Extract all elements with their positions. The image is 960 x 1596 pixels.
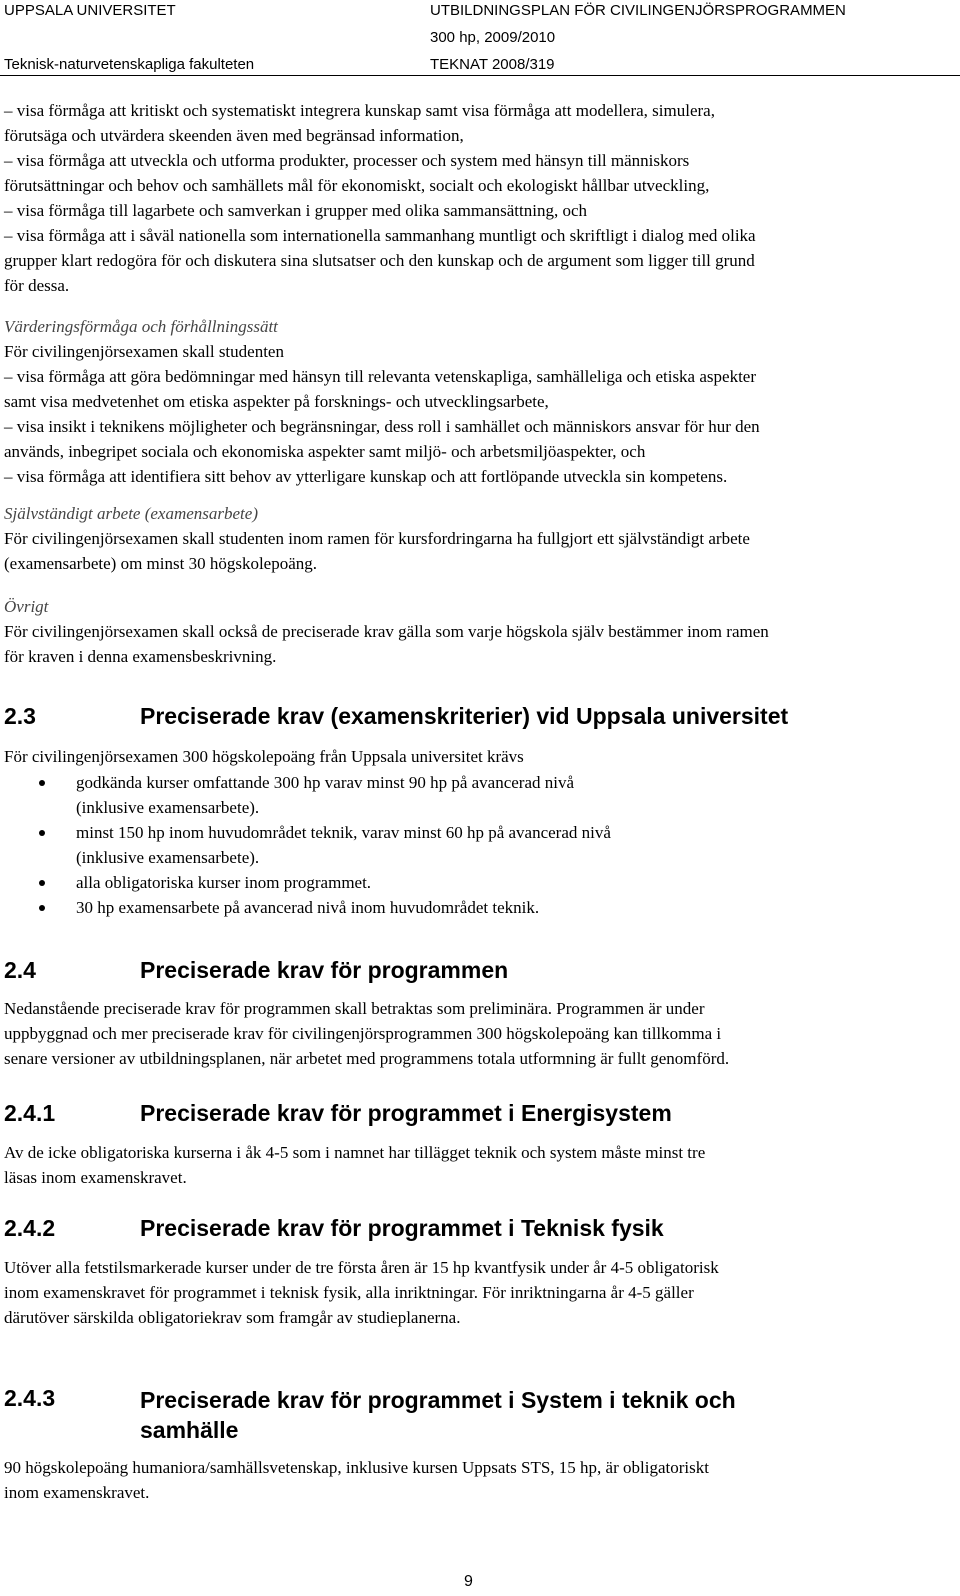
title-line: Preciserade krav för programmet i System i teknik och [140,1387,736,1413]
section-2-4-3-heading [4,1385,736,1445]
section-2-4-2-paragraph [4,1255,954,1330]
requirements-list [4,770,954,920]
text-line: läsas inom examenskravet. [4,1168,187,1187]
thesis-label: Självständigt arbete (examensarbete) [4,504,258,523]
text-line: – visa förmåga att i såväl nationella som internationella sammanhang muntligt och skriftligt i dialog med olika [4,226,756,245]
bullet-icon [39,780,45,786]
section-number: 2.4.3 [4,1385,56,1411]
list-item-text: (inklusive examensarbete). [76,798,260,817]
text-line: därutöver särskilda obligatoriekrav som framgår av studieplanerna. [4,1308,461,1327]
text-line: Utöver alla fetstilsmarkerade kurser under de tre första åren är 15 hp kvantfysik under år 4-5 obligatorisk [4,1258,719,1277]
text-line: För civilingenjörsexamen skall också de preciserade krav gälla som varje högskola själv bestämmer inom ramen [4,622,769,641]
text-line: senare versioner av utbildningsplanen, när arbetet med programmens totala utformning är fullt genomförd. [4,1049,730,1068]
text-line: 90 högskolepoäng humaniora/samhällsvetenskap, inklusive kursen Uppsats STS, 15 hp, är obligatoriskt [4,1458,709,1477]
bullet-icon [39,830,45,836]
intro-paragraph [4,98,954,298]
credits-year: 300 hp, 2009/2010 [430,29,556,46]
section-title: Preciserade krav för programmet i Teknisk fysik [140,1215,664,1241]
text-line: samt visa medvetenhet om etiska aspekter på forsknings- och utvecklingsarbete, [4,392,549,411]
text-line: grupper klart redogöra för och diskutera sina slutsatser och den kunskap och de argument som ligger till grund [4,251,755,270]
section-2-4-heading [4,957,508,984]
text-line: Nedanstående preciserade krav för programmen skall betraktas som preliminära. Programmen är under [4,999,705,1018]
list-item-text: 30 hp examensarbete på avancerad nivå inom huvudområdet teknik. [76,898,540,917]
text-line: – visa förmåga till lagarbete och samverkan i grupper med olika sammansättning, och [4,201,588,220]
text-line: (examensarbete) om minst 30 högskolepoäng. [4,554,318,573]
section-number: 2.4.2 [4,1215,56,1241]
list-item [4,770,954,820]
text-line: – visa förmåga att identifiera sitt behov av ytterligare kunskap och att fortlöpande utveckla sin kompetens. [4,467,728,486]
reference-number: TEKNAT 2008/319 [430,56,555,73]
section-number: 2.4 [4,957,36,983]
text-line: – visa förmåga att göra bedömningar med hänsyn till relevanta vetenskapliga, samhälleliga och etiska aspekter [4,367,756,386]
text-line: för kraven i denna examensbeskrivning. [4,647,277,666]
text-line: inom examenskravet. [4,1483,150,1502]
section-2-4-1-paragraph [4,1140,954,1190]
thesis-section [4,501,954,576]
program-title: UTBILDNINGSPLAN FÖR CIVILINGENJÖRSPROGRAMMEN [430,2,846,19]
section-2-4-3-paragraph [4,1455,954,1505]
text-line: För civilingenjörsexamen 300 högskolepoäng från Uppsala universitet krävs [4,747,524,766]
list-item-text: (inklusive examensarbete). [76,848,260,867]
section-2-4-2-heading [4,1215,664,1242]
values-label: Värderingsförmåga och förhållningssätt [4,317,278,336]
other-section [4,594,954,669]
text-line: – visa förmåga att kritiskt och systematiskt integrera kunskap samt visa förmåga att modellera, simulera, [4,101,715,120]
text-line: Av de icke obligatoriska kurserna i åk 4-5 som i namnet har tillägget teknik och system måste minst tre [4,1143,706,1162]
faculty-name: Teknisk-naturvetenskapliga fakulteten [4,56,255,73]
section-2-4-paragraph [4,996,954,1071]
values-section [4,314,954,489]
text-line: används, inbegripet sociala och ekonomiska aspekter samt miljö- och arbetsmiljöaspekter, och [4,442,646,461]
text-line: för dessa. [4,276,70,295]
list-item [4,820,954,870]
list-item [4,870,954,895]
bullet-icon [39,905,45,911]
section-title [140,1385,736,1445]
section-number: 2.3 [4,703,36,729]
list-item-text: minst 150 hp inom huvudområdet teknik, varav minst 60 hp på avancerad nivå [76,823,611,842]
title-line: samhälle [140,1417,239,1443]
text-line: – visa insikt i teknikens möjligheter och begränsningar, dess roll i samhället och människors ansvar för hur den [4,417,760,436]
section-title: Preciserade krav för programmen [140,957,509,983]
section-2-4-1-heading [4,1100,672,1127]
page-header [0,0,960,78]
header-divider [0,75,960,76]
section-title: Preciserade krav för programmet i Energisystem [140,1100,672,1126]
text-line: uppbyggnad och mer preciserade krav för civilingenjörsprogrammen 300 högskolepoäng kan tillkomma i [4,1024,722,1043]
bullet-icon [39,880,45,886]
text-line: För civilingenjörsexamen skall studenten inom ramen för kursfordringarna ha fullgjort ett självständigt arbete [4,529,750,548]
text-line: För civilingenjörsexamen skall studenten [4,342,284,361]
text-line: inom examenskravet för programmet i teknisk fysik, alla inriktningar. För inriktningarna år 4-5 gäller [4,1283,694,1302]
section-2-3-intro [4,744,954,769]
text-line: förutsättningar och behov och samhällets mål för ekonomiskt, socialt och ekologiskt hållbar utveckling, [4,176,710,195]
section-number: 2.4.1 [4,1100,56,1126]
section-title: Preciserade krav (examenskriterier) vid Uppsala universitet [140,703,789,729]
list-item [4,895,954,920]
list-item-text: godkända kurser omfattande 300 hp varav minst 90 hp på avancerad nivå [76,773,575,792]
text-line: – visa förmåga att utveckla och utforma produkter, processer och system med hänsyn till människors [4,151,690,170]
list-item-text: alla obligatoriska kurser inom programmet. [76,873,372,892]
university-name: UPPSALA UNIVERSITET [4,2,176,19]
text-line: förutsäga och utvärdera skeenden även med begränsad information, [4,126,464,145]
other-label: Övrigt [4,597,49,616]
section-2-3-heading [4,703,788,730]
page-number: 9 [464,1573,473,1590]
